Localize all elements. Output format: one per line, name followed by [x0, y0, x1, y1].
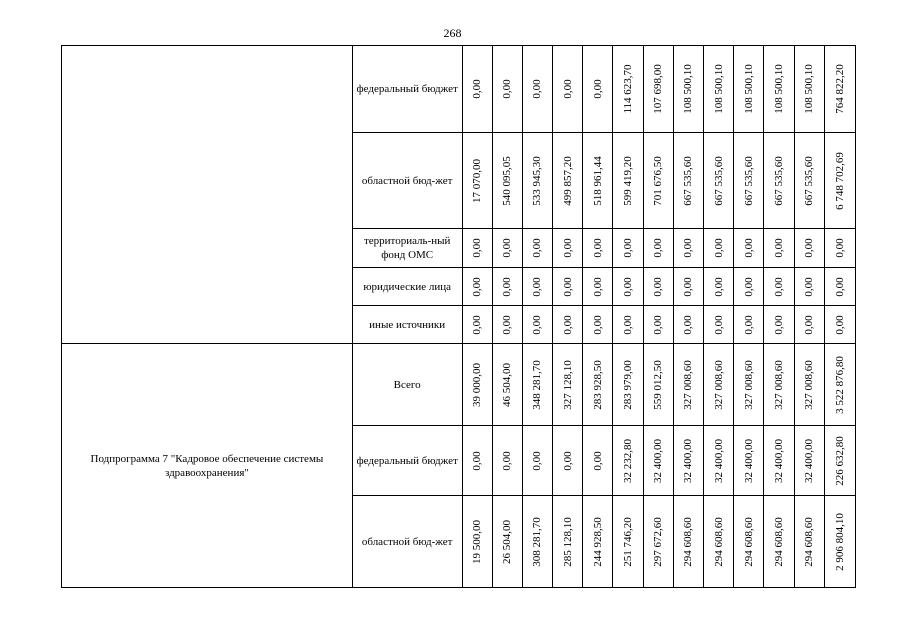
amount-cell [492, 496, 522, 588]
amount-cell [734, 268, 764, 306]
amount-cell [583, 306, 613, 344]
amount-value: 0,00 [622, 276, 635, 297]
amount-value: 308 281,70 [531, 516, 544, 567]
amount-value: 107 698,00 [652, 64, 665, 114]
amount-value: 0,00 [772, 276, 785, 297]
amount-value: 26 504,00 [501, 519, 514, 564]
amount-cell [522, 426, 552, 496]
amount-value: 0,00 [471, 238, 484, 258]
amount-cell [764, 426, 794, 496]
amount-value: 0,00 [501, 238, 514, 258]
amount-cell [522, 496, 552, 588]
amount-value: 283 979,00 [622, 359, 635, 410]
amount-value: 283 928,50 [591, 359, 604, 410]
amount-cell [704, 133, 734, 229]
amount-value: 0,00 [591, 238, 604, 258]
amount-cell [824, 344, 855, 426]
amount-value: 285 128,10 [561, 516, 574, 567]
program-name-cell [62, 46, 353, 344]
amount-cell [462, 344, 492, 426]
amount-cell [764, 229, 794, 268]
amount-cell [613, 133, 643, 229]
amount-value: 327 008,60 [803, 359, 816, 410]
amount-cell [673, 268, 703, 306]
amount-value: 701 676,50 [652, 155, 665, 206]
amount-cell [824, 306, 855, 344]
amount-value: 0,00 [833, 276, 846, 297]
amount-value: 327 008,60 [682, 359, 695, 410]
amount-value: 0,00 [501, 276, 514, 297]
amount-value: 32 400,00 [742, 438, 755, 483]
amount-value: 0,00 [471, 79, 484, 99]
amount-value: 0,00 [561, 276, 574, 297]
amount-value: 0,00 [531, 238, 544, 258]
amount-cell [824, 426, 855, 496]
amount-cell [613, 426, 643, 496]
amount-value: 0,00 [531, 79, 544, 99]
amount-value: 499 857,20 [561, 155, 574, 206]
amount-cell [492, 133, 522, 229]
amount-value: 0,00 [501, 79, 514, 99]
amount-value: 0,00 [803, 276, 816, 297]
amount-cell [673, 496, 703, 588]
amount-value: 0,00 [742, 238, 755, 258]
amount-cell [492, 426, 522, 496]
amount-value: 3 522 876,80 [833, 355, 846, 414]
amount-value: 114 623,70 [622, 64, 635, 114]
amount-cell [673, 46, 703, 133]
amount-cell [553, 426, 583, 496]
amount-value: 46 504,00 [501, 362, 514, 407]
amount-cell [673, 306, 703, 344]
amount-cell [613, 306, 643, 344]
amount-cell [462, 268, 492, 306]
amount-cell [613, 46, 643, 133]
amount-value: 0,00 [682, 276, 695, 297]
amount-value: 764 822,20 [833, 64, 846, 114]
amount-value: 32 232,80 [622, 438, 635, 483]
amount-value: 327 008,60 [712, 359, 725, 410]
amount-value: 2 906 804,10 [833, 512, 846, 571]
program-name-cell: Подпрограмма 7 "Кадровое обеспечение системы здравоохранения" [62, 344, 353, 588]
amount-cell [492, 229, 522, 268]
amount-cell [764, 344, 794, 426]
amount-value: 244 928,50 [591, 516, 604, 567]
amount-cell [643, 344, 673, 426]
funding-source-cell: Всего [352, 344, 462, 426]
amount-value: 0,00 [652, 238, 665, 258]
amount-cell [583, 268, 613, 306]
amount-value: 327 128,10 [561, 359, 574, 410]
amount-cell [643, 46, 673, 133]
amount-value: 327 008,60 [742, 359, 755, 410]
amount-value: 348 281,70 [531, 359, 544, 410]
amount-cell [794, 344, 824, 426]
amount-value: 0,00 [712, 238, 725, 258]
amount-cell [734, 426, 764, 496]
amount-cell [553, 46, 583, 133]
amount-cell [462, 306, 492, 344]
amount-value: 518 961,44 [591, 155, 604, 206]
amount-value: 108 500,10 [772, 64, 785, 114]
amount-cell [643, 133, 673, 229]
amount-cell [553, 306, 583, 344]
funding-source-cell: юридические лица [352, 268, 462, 306]
amount-cell [794, 306, 824, 344]
amount-value: 667 535,60 [742, 155, 755, 206]
amount-cell [734, 344, 764, 426]
amount-cell [462, 229, 492, 268]
amount-cell [704, 229, 734, 268]
amount-cell [583, 344, 613, 426]
amount-value: 0,00 [561, 450, 574, 471]
amount-value: 0,00 [591, 450, 604, 471]
amount-value: 0,00 [652, 276, 665, 297]
amount-cell [734, 229, 764, 268]
amount-value: 108 500,10 [742, 64, 755, 114]
amount-cell [794, 426, 824, 496]
amount-cell [643, 229, 673, 268]
amount-cell [522, 133, 552, 229]
amount-cell [673, 229, 703, 268]
amount-value: 0,00 [742, 314, 755, 335]
amount-cell [673, 426, 703, 496]
amount-cell [824, 46, 855, 133]
amount-value: 0,00 [591, 79, 604, 99]
amount-value: 0,00 [561, 238, 574, 258]
amount-cell [583, 229, 613, 268]
amount-value: 108 500,10 [712, 64, 725, 114]
amount-cell [553, 268, 583, 306]
table-row [62, 46, 856, 133]
amount-cell [583, 133, 613, 229]
amount-cell [794, 268, 824, 306]
amount-value: 0,00 [561, 79, 574, 99]
amount-value: 294 608,60 [712, 516, 725, 567]
amount-value: 0,00 [501, 314, 514, 335]
amount-cell [462, 133, 492, 229]
amount-value: 599 419,20 [622, 155, 635, 206]
amount-cell [794, 46, 824, 133]
amount-cell [734, 46, 764, 133]
amount-value: 108 500,10 [682, 64, 695, 114]
amount-value: 667 535,60 [803, 155, 816, 206]
amount-value: 533 945,30 [531, 155, 544, 206]
amount-cell [643, 496, 673, 588]
amount-value: 32 400,00 [682, 438, 695, 483]
amount-cell [522, 344, 552, 426]
amount-cell [673, 344, 703, 426]
amount-value: 0,00 [772, 314, 785, 335]
amount-cell [734, 133, 764, 229]
amount-value: 0,00 [561, 314, 574, 335]
amount-cell [522, 229, 552, 268]
amount-cell [613, 268, 643, 306]
amount-cell [553, 344, 583, 426]
page-number: 268 [443, 26, 462, 40]
amount-cell [764, 268, 794, 306]
funding-source-cell: иные источники [352, 306, 462, 344]
amount-cell [764, 496, 794, 588]
amount-cell [643, 306, 673, 344]
amount-value: 226 632,80 [833, 435, 846, 486]
amount-value: 297 672,60 [652, 516, 665, 567]
amount-value: 32 400,00 [803, 438, 816, 483]
amount-cell [462, 46, 492, 133]
amount-cell [522, 268, 552, 306]
amount-value: 0,00 [531, 276, 544, 297]
amount-cell [492, 46, 522, 133]
amount-value: 294 608,60 [742, 516, 755, 567]
amount-value: 0,00 [833, 238, 846, 258]
amount-value: 108 500,10 [803, 64, 816, 114]
amount-cell [704, 268, 734, 306]
amount-cell [673, 133, 703, 229]
amount-value: 32 400,00 [652, 438, 665, 483]
amount-value: 559 012,50 [652, 359, 665, 410]
funding-source-cell: федеральный бюджет [352, 46, 462, 133]
amount-cell [704, 344, 734, 426]
amount-cell [794, 133, 824, 229]
table-row [62, 344, 856, 426]
amount-value: 294 608,60 [803, 516, 816, 567]
amount-value: 19 500,00 [471, 519, 484, 564]
amount-cell [583, 496, 613, 588]
amount-value: 0,00 [833, 314, 846, 335]
amount-value: 0,00 [591, 276, 604, 297]
amount-cell [704, 496, 734, 588]
amount-value: 294 608,60 [682, 516, 695, 567]
amount-cell [492, 344, 522, 426]
amount-cell [704, 426, 734, 496]
amount-value: 0,00 [803, 238, 816, 258]
amount-value: 17 070,00 [471, 158, 484, 203]
amount-cell [794, 496, 824, 588]
amount-cell [613, 229, 643, 268]
amount-value: 0,00 [712, 314, 725, 335]
amount-value: 540 095,05 [501, 155, 514, 206]
amount-cell [734, 496, 764, 588]
amount-value: 0,00 [712, 276, 725, 297]
amount-value: 251 746,20 [622, 516, 635, 567]
amount-value: 0,00 [591, 314, 604, 335]
amount-value: 32 400,00 [772, 438, 785, 483]
amount-cell [643, 268, 673, 306]
amount-value: 0,00 [622, 238, 635, 258]
amount-cell [553, 229, 583, 268]
amount-value: 0,00 [803, 314, 816, 335]
amount-value: 667 535,60 [712, 155, 725, 206]
amount-cell [764, 46, 794, 133]
amount-value: 0,00 [531, 450, 544, 471]
amount-cell [643, 426, 673, 496]
funding-source-cell: областной бюд-жет [352, 133, 462, 229]
amount-value: 39 000,00 [471, 362, 484, 407]
amount-value: 0,00 [622, 314, 635, 335]
amount-value: 0,00 [652, 314, 665, 335]
amount-cell [613, 344, 643, 426]
amount-value: 0,00 [682, 238, 695, 258]
amount-value: 6 748 702,69 [833, 151, 846, 210]
amount-value: 667 535,60 [772, 155, 785, 206]
funding-source-cell: федеральный бюджет [352, 426, 462, 496]
amount-value: 0,00 [501, 450, 514, 471]
amount-cell [764, 133, 794, 229]
amount-value: 32 400,00 [712, 438, 725, 483]
budget-table [61, 45, 856, 588]
amount-cell [824, 268, 855, 306]
amount-cell [492, 306, 522, 344]
amount-value: 0,00 [471, 314, 484, 335]
amount-cell [522, 46, 552, 133]
amount-value: 0,00 [471, 276, 484, 297]
amount-cell [583, 426, 613, 496]
amount-value: 667 535,60 [682, 155, 695, 206]
funding-source-cell: территориаль-ный фонд ОМС [352, 229, 462, 268]
amount-cell [492, 268, 522, 306]
amount-value: 0,00 [531, 314, 544, 335]
amount-cell [553, 496, 583, 588]
amount-cell [553, 133, 583, 229]
amount-value: 294 608,60 [772, 516, 785, 567]
amount-value: 0,00 [471, 450, 484, 471]
amount-cell [824, 133, 855, 229]
amount-cell [704, 306, 734, 344]
amount-cell [764, 306, 794, 344]
amount-value: 0,00 [742, 276, 755, 297]
amount-cell [583, 46, 613, 133]
amount-cell [734, 306, 764, 344]
amount-cell [462, 496, 492, 588]
amount-cell [704, 46, 734, 133]
amount-value: 0,00 [772, 238, 785, 258]
amount-cell [824, 229, 855, 268]
amount-value: 0,00 [682, 314, 695, 335]
amount-cell [462, 426, 492, 496]
amount-value: 327 008,60 [772, 359, 785, 410]
amount-cell [613, 496, 643, 588]
amount-cell [824, 496, 855, 588]
amount-cell [794, 229, 824, 268]
amount-cell [522, 306, 552, 344]
funding-source-cell: областной бюд-жет [352, 496, 462, 588]
